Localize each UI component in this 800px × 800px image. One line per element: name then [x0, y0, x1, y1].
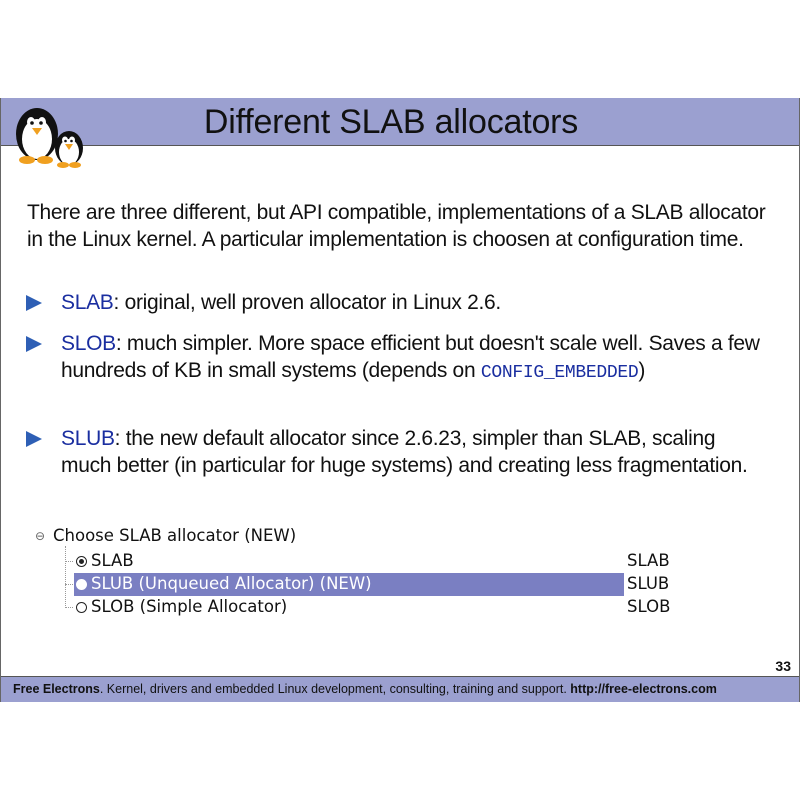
bullet-text: : original, well proven allocator in Linux 2.6.: [113, 291, 501, 314]
option-slab[interactable]: [71, 550, 671, 573]
page-number: 33: [775, 658, 791, 674]
title-bar: [1, 98, 799, 146]
menu-header-label: Choose SLAB allocator (NEW): [53, 526, 297, 545]
footer-url[interactable]: http://free-electrons.com: [570, 682, 717, 697]
bullet-keyword: SLOB: [61, 332, 116, 355]
triangle-bullet-icon: [25, 335, 43, 353]
menu-header[interactable]: [35, 526, 296, 545]
bullet-keyword: SLUB: [61, 427, 115, 450]
option-label: SLAB: [91, 551, 134, 570]
bullet-text-after: ): [638, 359, 646, 382]
radio-icon[interactable]: [76, 579, 87, 590]
bullet-slob: [61, 330, 767, 387]
option-label: SLUB (Unqueued Allocator) (NEW): [91, 574, 372, 593]
bullet-text: : much simpler. More space efficient but doesn't scale well. Saves a few hundreds of KB in small systems (depends on: [61, 332, 760, 382]
bullet-text: : the new default allocator since 2.6.23, simpler than SLAB, scaling much better (in particular for huge systems) and creating less fragmentation.: [61, 427, 748, 477]
penguins-icon: [7, 100, 91, 170]
slide: [0, 98, 800, 702]
radio-checked-icon[interactable]: [76, 556, 87, 567]
intro-paragraph: There are three different, but API compatible, implementations of a SLAB allocator in the Linux kernel. A particular implementation is choosen at configuration time.: [27, 201, 766, 251]
footer-brand: Free Electrons: [13, 682, 100, 697]
bullet-slub: [61, 425, 767, 479]
allocator-menu: [35, 524, 685, 620]
option-slub[interactable]: [71, 573, 671, 596]
option-value: SLAB: [627, 551, 670, 570]
option-value: SLOB: [627, 597, 671, 616]
bullet-slab: [61, 289, 767, 316]
footer: [1, 676, 799, 702]
radio-icon[interactable]: [76, 602, 87, 613]
config-code: CONFIG_EMBEDDED: [480, 363, 639, 383]
footer-text: . Kernel, drivers and embedded Linux development, consulting, training and support.: [99, 682, 571, 697]
slide-title: Different SLAB allocators: [203, 103, 579, 141]
triangle-bullet-icon: [25, 430, 43, 448]
option-label: SLOB (Simple Allocator): [91, 597, 288, 616]
triangle-bullet-icon: [25, 294, 43, 312]
option-value: SLUB: [627, 574, 670, 593]
collapse-icon[interactable]: ⊖: [35, 529, 46, 543]
option-slob[interactable]: [71, 596, 671, 619]
bullet-keyword: SLAB: [61, 291, 114, 314]
tree-line: [65, 546, 66, 608]
